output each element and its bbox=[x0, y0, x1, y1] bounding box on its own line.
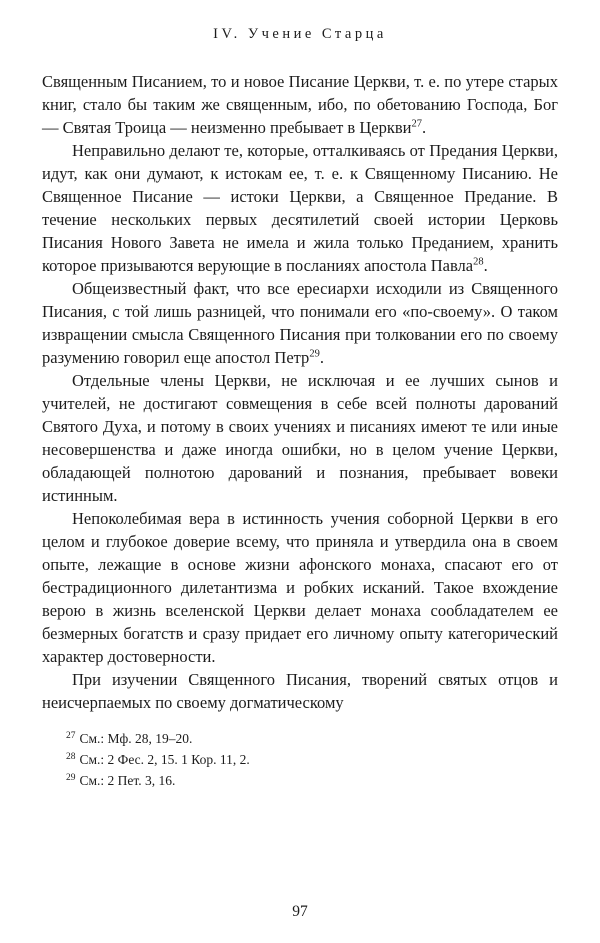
footnote bbox=[42, 749, 558, 770]
footnote bbox=[42, 728, 558, 749]
running-head: IV. Учение Старца bbox=[213, 26, 387, 42]
paragraph bbox=[42, 369, 558, 507]
paragraph bbox=[42, 507, 558, 668]
paragraph-tail: . bbox=[483, 256, 488, 275]
paragraph-tail: . bbox=[319, 348, 324, 367]
footnote bbox=[42, 770, 558, 791]
footnote-marker: 29 bbox=[66, 772, 76, 783]
footnotes bbox=[42, 728, 558, 791]
page-number: 97 bbox=[292, 903, 308, 920]
footnote-text: См.: Мф. 28, 19–20. bbox=[79, 731, 193, 746]
body-text bbox=[42, 70, 558, 714]
paragraph-text: Общеизвестный факт, что все ересиархи исходили из Священного Писания, с той лишь разницей, что понимали его «по-своему». О таком извращении смысла Священного Писания при толковании его по своему разумению говорил еще апостол Петр bbox=[42, 279, 558, 367]
paragraph bbox=[42, 277, 558, 369]
footnote-ref: 27 bbox=[411, 118, 422, 130]
paragraph-tail: . bbox=[421, 118, 427, 137]
paragraph-text: Непоколебимая вера в истинность учения соборной Церкви в его целом и глубокое доверие всему, что приняла и утвердила она в своем опыте, лежащие в основе жизни афонского монаха, спасают его от бестрадиционного дилетантизма и робких исканий. Такое вхождение верою в жизнь вселенской Церкви делает монаха сообладателем ее безмерных богатств и сразу придает его личному опыту категорический характер достоверности. bbox=[42, 509, 558, 666]
paragraph bbox=[42, 139, 558, 277]
paragraph-text: При изучении Священного Писания, творений святых отцов и неисчерпаемых по своему догматическому bbox=[42, 670, 558, 712]
footnote-ref: 28 bbox=[473, 256, 484, 268]
paragraph bbox=[42, 668, 558, 714]
paragraph-text: Священным Писанием, то и новое Писание Церкви, т. е. по утере старых книг, стало бы таким же священным, ибо, по обетованию Господа, Бог — Святая Троица — неизменно пребывает в Церкви bbox=[42, 72, 558, 137]
paragraph-text: Неправильно делают те, которые, отталкиваясь от Предания Церкви, идут, как они думают, к истокам ее, т. е. к Священному Писанию. Не Священное Писание — истоки Церкви, а Священное Предание. В течение нескольких первых десятилетий своей истории Церковь Писания Нового Завета не имела и жила только Преданием, хранить которое призываются верующие в посланиях апостола Павла bbox=[42, 141, 558, 275]
footnote-text: См.: 2 Пет. 3, 16. bbox=[79, 773, 176, 788]
paragraph-text: Отдельные члены Церкви, не исключая и ее лучших сынов и учителей, не достигают совмещения в себе всей полноты дарований Святого Духа, и потому в своих учениях и писаниях имеют те или иные несовершенства и даже иногда ошибки, но в целом учение Церкви, обладающей полнотою дарований и познания, пребывает вовеки истинным. bbox=[42, 371, 558, 505]
footnote-marker: 27 bbox=[66, 730, 76, 741]
footnote-marker: 28 bbox=[66, 751, 76, 762]
paragraph bbox=[42, 70, 558, 139]
footnote-ref: 29 bbox=[309, 348, 320, 360]
footnote-text: См.: 2 Фес. 2, 15. 1 Кор. 11, 2. bbox=[79, 752, 250, 767]
